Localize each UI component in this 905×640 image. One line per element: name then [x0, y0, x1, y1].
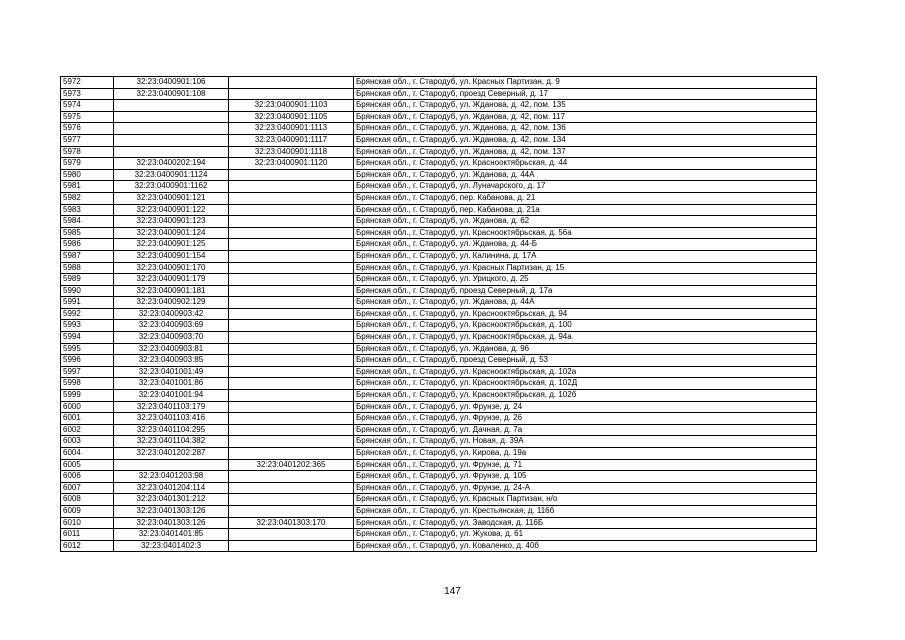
cadastral-number-cell: 32:23:0401204:114 [114, 482, 229, 494]
table-row [61, 448, 817, 460]
row-number-cell: 6003 [61, 436, 114, 448]
row-number-cell: 5978 [61, 146, 114, 158]
secondary-cadastral-number-cell [229, 169, 354, 181]
secondary-cadastral-number-cell [229, 192, 354, 204]
cadastral-number-cell: 32:23:0400901:179 [114, 274, 229, 286]
address-cell: Брянская обл., г. Стародуб, ул. Фрунзе, д. 26 [354, 413, 817, 425]
cadastral-number-cell: 32:23:0400901:181 [114, 285, 229, 297]
secondary-cadastral-number-cell: 32:23:0401303:170 [229, 517, 354, 529]
secondary-cadastral-number-cell [229, 482, 354, 494]
cadastral-number-cell: 32:23:0401001:49 [114, 366, 229, 378]
address-cell: Брянская обл., г. Стародуб, ул. Фрунзе, д. 24-А [354, 482, 817, 494]
secondary-cadastral-number-cell: 32:23:0400901:1118 [229, 146, 354, 158]
secondary-cadastral-number-cell: 32:23:0400901:1117 [229, 134, 354, 146]
address-cell: Брянская обл., г. Стародуб, ул. Коваленко, д. 40б [354, 540, 817, 552]
secondary-cadastral-number-cell [229, 262, 354, 274]
address-cell: Брянская обл., г. Стародуб, проезд Северный, д. 17 [354, 88, 817, 100]
row-number-cell: 5981 [61, 181, 114, 193]
address-cell: Брянская обл., г. Стародуб, ул. Жданова, д. 44А [354, 297, 817, 309]
row-number-cell: 6010 [61, 517, 114, 529]
address-cell: Брянская обл., г. Стародуб, ул. Краснооктябрьская, д. 94 [354, 308, 817, 320]
secondary-cadastral-number-cell [229, 227, 354, 239]
cadastral-number-cell: 32:23:0401401:85 [114, 529, 229, 541]
property-registry-table [60, 76, 817, 552]
secondary-cadastral-number-cell [229, 250, 354, 262]
secondary-cadastral-number-cell [229, 239, 354, 251]
address-cell: Брянская обл., г. Стародуб, ул. Краснооктябрьская, д. 56а [354, 227, 817, 239]
cadastral-number-cell: 32:23:0400901:124 [114, 227, 229, 239]
cadastral-number-cell: 32:23:0400901:123 [114, 216, 229, 228]
address-cell: Брянская обл., г. Стародуб, ул. Краснооктябрьская, д. 44 [354, 158, 817, 170]
table-row [61, 204, 817, 216]
address-cell: Брянская обл., г. Стародуб, ул. Урицкого, д. 25 [354, 274, 817, 286]
cadastral-number-cell: 32:23:0401104:382 [114, 436, 229, 448]
table-row [61, 158, 817, 170]
row-number-cell: 5972 [61, 77, 114, 89]
table-row [61, 123, 817, 135]
cadastral-number-cell: 32:23:0401402:3 [114, 540, 229, 552]
row-number-cell: 6011 [61, 529, 114, 541]
cadastral-number-cell: 32:23:0401301:212 [114, 494, 229, 506]
secondary-cadastral-number-cell [229, 88, 354, 100]
row-number-cell: 5991 [61, 297, 114, 309]
table-row [61, 482, 817, 494]
address-cell: Брянская обл., г. Стародуб, ул. Жданова, д. 44-Б [354, 239, 817, 251]
address-cell: Брянская обл., г. Стародуб, ул. Краснооктябрьская, д. 94а [354, 332, 817, 344]
table-row [61, 505, 817, 517]
table-row [61, 355, 817, 367]
cadastral-number-cell: 32:23:0400901:121 [114, 192, 229, 204]
cadastral-number-cell: 32:23:0400901:154 [114, 250, 229, 262]
table-row [61, 517, 817, 529]
secondary-cadastral-number-cell [229, 390, 354, 402]
secondary-cadastral-number-cell [229, 424, 354, 436]
table-row [61, 366, 817, 378]
row-number-cell: 5982 [61, 192, 114, 204]
row-number-cell: 6007 [61, 482, 114, 494]
address-cell: Брянская обл., г. Стародуб, проезд Северный, д. 17а [354, 285, 817, 297]
secondary-cadastral-number-cell: 32:23:0401202:365 [229, 459, 354, 471]
cadastral-number-cell [114, 123, 229, 135]
cadastral-number-cell [114, 111, 229, 123]
address-cell: Брянская обл., г. Стародуб, ул. Кирова, д. 19а [354, 448, 817, 460]
secondary-cadastral-number-cell [229, 216, 354, 228]
secondary-cadastral-number-cell [229, 320, 354, 332]
cadastral-number-cell: 32:23:0400903:70 [114, 332, 229, 344]
table-row [61, 297, 817, 309]
secondary-cadastral-number-cell [229, 297, 354, 309]
cadastral-number-cell: 32:23:0400903:42 [114, 308, 229, 320]
secondary-cadastral-number-cell [229, 401, 354, 413]
address-cell: Брянская обл., г. Стародуб, ул. Фрунзе, д. 24 [354, 401, 817, 413]
row-number-cell: 5975 [61, 111, 114, 123]
row-number-cell: 6000 [61, 401, 114, 413]
table-row [61, 390, 817, 402]
secondary-cadastral-number-cell: 32:23:0400901:1120 [229, 158, 354, 170]
table-row [61, 343, 817, 355]
table-row [61, 111, 817, 123]
address-cell: Брянская обл., г. Стародуб, ул. Жукова, д. 61 [354, 529, 817, 541]
address-cell: Брянская обл., г. Стародуб, проезд Северный, д. 53 [354, 355, 817, 367]
secondary-cadastral-number-cell [229, 332, 354, 344]
row-number-cell: 5989 [61, 274, 114, 286]
address-cell: Брянская обл., г. Стародуб, ул. Жданова, д. 44А [354, 169, 817, 181]
address-cell: Брянская обл., г. Стародуб, ул. Жданова, д. 42, пом. 117 [354, 111, 817, 123]
address-cell: Брянская обл., г. Стародуб, ул. Крестьянская, д. 116б [354, 505, 817, 517]
secondary-cadastral-number-cell [229, 204, 354, 216]
row-number-cell: 5976 [61, 123, 114, 135]
secondary-cadastral-number-cell [229, 494, 354, 506]
cadastral-number-cell [114, 146, 229, 158]
secondary-cadastral-number-cell: 32:23:0400901:1103 [229, 100, 354, 112]
secondary-cadastral-number-cell: 32:23:0400901:1113 [229, 123, 354, 135]
table-row [61, 227, 817, 239]
cadastral-number-cell: 32:23:0401001:86 [114, 378, 229, 390]
secondary-cadastral-number-cell [229, 540, 354, 552]
address-cell: Брянская обл., г. Стародуб, ул. Краснооктябрьская, д. 102а [354, 366, 817, 378]
address-cell: Брянская обл., г. Стародуб, ул. Краснооктябрьская, д. 102Д [354, 378, 817, 390]
row-number-cell: 5986 [61, 239, 114, 251]
cadastral-number-cell: 32:23:0401001:94 [114, 390, 229, 402]
cadastral-number-cell [114, 459, 229, 471]
cadastral-number-cell: 32:23:0400903:81 [114, 343, 229, 355]
secondary-cadastral-number-cell [229, 274, 354, 286]
secondary-cadastral-number-cell [229, 413, 354, 425]
address-cell: Брянская обл., г. Стародуб, ул. Жданова, д. 62 [354, 216, 817, 228]
row-number-cell: 5980 [61, 169, 114, 181]
table-row [61, 262, 817, 274]
table-row [61, 494, 817, 506]
cadastral-number-cell: 32:23:0401202:287 [114, 448, 229, 460]
secondary-cadastral-number-cell [229, 343, 354, 355]
table-row [61, 540, 817, 552]
row-number-cell: 5983 [61, 204, 114, 216]
address-cell: Брянская обл., г. Стародуб, ул. Красных Партизан, д. 15 [354, 262, 817, 274]
secondary-cadastral-number-cell [229, 529, 354, 541]
cadastral-number-cell: 32:23:0401203:98 [114, 471, 229, 483]
table-row [61, 250, 817, 262]
row-number-cell: 5973 [61, 88, 114, 100]
table-row [61, 285, 817, 297]
row-number-cell: 5988 [61, 262, 114, 274]
secondary-cadastral-number-cell [229, 436, 354, 448]
table-row [61, 471, 817, 483]
cadastral-number-cell: 32:23:0400901:1162 [114, 181, 229, 193]
table-row [61, 192, 817, 204]
secondary-cadastral-number-cell [229, 505, 354, 517]
address-cell: Брянская обл., г. Стародуб, ул. Жданова, д. 42, пом. 134 [354, 134, 817, 146]
table-row [61, 274, 817, 286]
row-number-cell: 6008 [61, 494, 114, 506]
cadastral-number-cell: 32:23:0401103:416 [114, 413, 229, 425]
cadastral-number-cell: 32:23:0400902:129 [114, 297, 229, 309]
table-row [61, 378, 817, 390]
table-row [61, 181, 817, 193]
address-cell: Брянская обл., г. Стародуб, ул. Краснооктябрьская, д. 100 [354, 320, 817, 332]
row-number-cell: 6004 [61, 448, 114, 460]
row-number-cell: 6012 [61, 540, 114, 552]
address-cell: Брянская обл., г. Стародуб, ул. Жданова, д. 42, пом. 135 [354, 100, 817, 112]
address-cell: Брянская обл., г. Стародуб, ул. Фрунзе, д. 105 [354, 471, 817, 483]
row-number-cell: 6001 [61, 413, 114, 425]
cadastral-number-cell: 32:23:0400903:69 [114, 320, 229, 332]
registry-table-body [61, 77, 817, 552]
page-number: 147 [444, 586, 461, 597]
cadastral-number-cell: 32:23:0400901:122 [114, 204, 229, 216]
secondary-cadastral-number-cell [229, 366, 354, 378]
row-number-cell: 5985 [61, 227, 114, 239]
address-cell: Брянская обл., г. Стародуб, ул. Калинина, д. 17А [354, 250, 817, 262]
secondary-cadastral-number-cell [229, 77, 354, 89]
address-cell: Брянская обл., г. Стародуб, ул. Луначарского, д. 17 [354, 181, 817, 193]
row-number-cell: 5999 [61, 390, 114, 402]
table-row [61, 216, 817, 228]
cadastral-number-cell [114, 134, 229, 146]
secondary-cadastral-number-cell [229, 181, 354, 193]
address-cell: Брянская обл., г. Стародуб, ул. Фрунзе, д. 71 [354, 459, 817, 471]
address-cell: Брянская обл., г. Стародуб, ул. Заводская, д. 116Б [354, 517, 817, 529]
address-cell: Брянская обл., г. Стародуб, ул. Краснооктябрьская, д. 102б [354, 390, 817, 402]
address-cell: Брянская обл., г. Стародуб, ул. Красных Партизан, н/о [354, 494, 817, 506]
address-cell: Брянская обл., г. Стародуб, ул. Новая, д. 39А [354, 436, 817, 448]
secondary-cadastral-number-cell [229, 471, 354, 483]
cadastral-number-cell: 32:23:0401303:126 [114, 517, 229, 529]
table-row [61, 459, 817, 471]
cadastral-number-cell: 32:23:0400901:170 [114, 262, 229, 274]
secondary-cadastral-number-cell [229, 378, 354, 390]
row-number-cell: 5994 [61, 332, 114, 344]
table-row [61, 77, 817, 89]
address-cell: Брянская обл., г. Стародуб, ул. Жданова, д. 96 [354, 343, 817, 355]
cadastral-number-cell: 32:23:0401104:295 [114, 424, 229, 436]
cadastral-number-cell: 32:23:0400202:194 [114, 158, 229, 170]
address-cell: Брянская обл., г. Стародуб, пер. Кабанова, д. 21 [354, 192, 817, 204]
cadastral-number-cell: 32:23:0400901:108 [114, 88, 229, 100]
address-cell: Брянская обл., г. Стародуб, ул. Дачная, д. 7а [354, 424, 817, 436]
secondary-cadastral-number-cell [229, 355, 354, 367]
address-cell: Брянская обл., г. Стародуб, ул. Жданова, д. 42, пом. 136 [354, 123, 817, 135]
address-cell: Брянская обл., г. Стародуб, ул. Красных Партизан, д. 9 [354, 77, 817, 89]
cadastral-number-cell: 32:23:0400901:1124 [114, 169, 229, 181]
row-number-cell: 6005 [61, 459, 114, 471]
secondary-cadastral-number-cell: 32:23:0400901:1105 [229, 111, 354, 123]
row-number-cell: 5993 [61, 320, 114, 332]
address-cell: Брянская обл., г. Стародуб, ул. Жданова, д. 42, пом. 137 [354, 146, 817, 158]
table-row [61, 100, 817, 112]
row-number-cell: 6009 [61, 505, 114, 517]
table-row [61, 436, 817, 448]
row-number-cell: 5990 [61, 285, 114, 297]
address-cell: Брянская обл., г. Стародуб, пер. Кабанова, д. 21а [354, 204, 817, 216]
table-row [61, 401, 817, 413]
row-number-cell: 5996 [61, 355, 114, 367]
row-number-cell: 5987 [61, 250, 114, 262]
cadastral-number-cell: 32:23:0401103:179 [114, 401, 229, 413]
row-number-cell: 6002 [61, 424, 114, 436]
cadastral-number-cell [114, 100, 229, 112]
cadastral-number-cell: 32:23:0400903:85 [114, 355, 229, 367]
row-number-cell: 5995 [61, 343, 114, 355]
row-number-cell: 6006 [61, 471, 114, 483]
row-number-cell: 5997 [61, 366, 114, 378]
row-number-cell: 5992 [61, 308, 114, 320]
table-row [61, 88, 817, 100]
table-row [61, 424, 817, 436]
row-number-cell: 5998 [61, 378, 114, 390]
secondary-cadastral-number-cell [229, 308, 354, 320]
row-number-cell: 5979 [61, 158, 114, 170]
table-row [61, 134, 817, 146]
cadastral-number-cell: 32:23:0401303:126 [114, 505, 229, 517]
table-row [61, 308, 817, 320]
row-number-cell: 5977 [61, 134, 114, 146]
table-row [61, 413, 817, 425]
row-number-cell: 5974 [61, 100, 114, 112]
cadastral-number-cell: 32:23:0400901:106 [114, 77, 229, 89]
table-row [61, 169, 817, 181]
secondary-cadastral-number-cell [229, 285, 354, 297]
table-row [61, 146, 817, 158]
table-row [61, 320, 817, 332]
table-row [61, 239, 817, 251]
cadastral-number-cell: 32:23:0400901:125 [114, 239, 229, 251]
table-row [61, 529, 817, 541]
row-number-cell: 5984 [61, 216, 114, 228]
table-row [61, 332, 817, 344]
secondary-cadastral-number-cell [229, 448, 354, 460]
